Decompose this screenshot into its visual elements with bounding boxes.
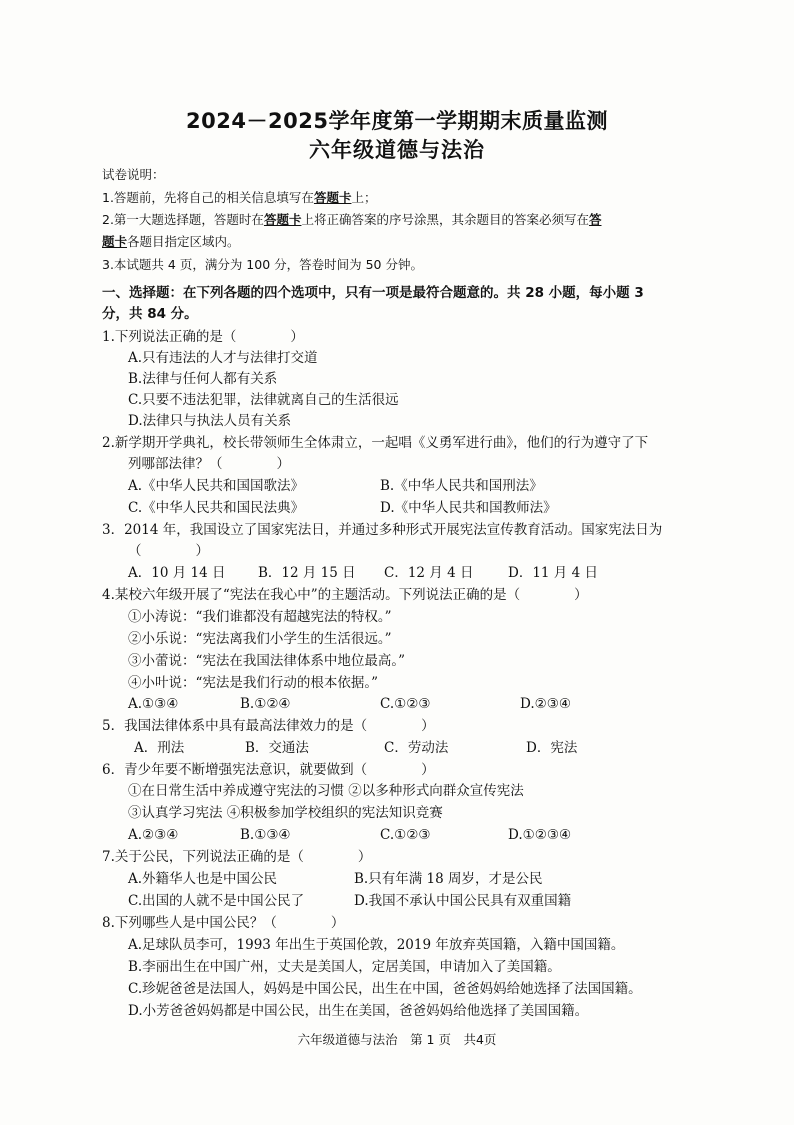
note-1-text-b: 上； — [351, 190, 377, 205]
question-8-option-c: C.珍妮爸爸是法国人，妈妈是中国公民，出生在中国，爸爸妈妈给她选择了法国国籍。 — [128, 981, 642, 997]
question-4-option-c: C.①②③ — [380, 696, 431, 712]
question-2: 2.新学期开学典礼，校长带领师生全体肃立，一起唱《义勇军进行曲》，他们的行为遵守了下 — [102, 435, 649, 451]
note-1-highlight: 答题卡 — [313, 190, 352, 205]
section-1-heading: 一、选择题：在下列各题的四个选项中，只有一项是最符合题意的。共 28 小题，每小题 3 — [102, 285, 644, 301]
exam-subject: 六年级道德与法治 — [309, 138, 485, 162]
exam-title: 2024－2025学年度第一学期期末质量监测 — [186, 109, 608, 133]
question-5-option-a: A．刑法 — [134, 740, 185, 756]
question-6: 6．青少年要不断增强宪法意识，就要做到（ ） — [102, 762, 435, 778]
question-1-option-b: B.法律与任何人都有关系 — [128, 371, 278, 387]
question-5-option-b: B．交通法 — [245, 740, 309, 756]
question-3-cont: （ ） — [128, 543, 209, 559]
note-2-highlight-2: 答 — [588, 212, 602, 227]
question-6-option-d: D.①②③④ — [508, 827, 572, 843]
question-2-option-a: A.《中华人民共和国国歌法》 — [128, 478, 305, 494]
page-footer: 六年级道德与法治 第 1 页 共4页 — [297, 1032, 497, 1047]
question-4-statement-1: ①小涛说：“我们谁都没有超越宪法的特权。” — [128, 609, 392, 625]
question-4-statement-3: ③小蕾说：“宪法在我国法律体系中地位最高。” — [128, 653, 406, 669]
question-1-option-d: D.法律只与执法人员有关系 — [128, 413, 292, 429]
section-1-heading-cont: 分，共 84 分。 — [102, 306, 198, 322]
question-1: 1.下列说法正确的是（ ） — [102, 329, 304, 345]
question-6-option-b: B.①③④ — [240, 827, 291, 843]
question-4-option-b: B.①②④ — [240, 696, 291, 712]
question-4-statement-2: ②小乐说：“宪法离我们小学生的生活很远。” — [128, 631, 392, 647]
note-2 — [102, 211, 601, 229]
question-7-option-c: C.出国的人就不是中国公民了 — [128, 893, 305, 909]
question-7-option-a: A.外籍华人也是中国公民 — [128, 871, 278, 887]
question-7-option-d: D.我国不承认中国公民具有双重国籍 — [354, 893, 572, 909]
question-3-option-a: A．10 月 14 日 — [128, 565, 226, 581]
question-5: 5．我国法律体系中具有最高法律效力的是（ ） — [102, 718, 435, 734]
question-6-statements-1: ①在日常生活中养成遵守宪法的习惯 ②以多种形式向群众宣传宪法 — [128, 783, 524, 799]
question-5-option-d: D．宪法 — [526, 740, 578, 756]
note-2-text-b: 上将正确答案的序号涂黑，其余题目的答案必须写在 — [301, 212, 589, 227]
question-8-option-b: B.李丽出生在中国广州，丈夫是美国人，定居美国，申请加入了美国籍。 — [128, 959, 561, 975]
question-3-option-d: D．11 月 4 日 — [508, 565, 598, 581]
question-4: 4.某校六年级开展了“宪法在我心中”的主题活动。下列说法正确的是（ ） — [102, 587, 588, 603]
question-2-option-b: B.《中华人民共和国刑法》 — [380, 478, 543, 494]
question-6-option-a: A.②③④ — [128, 827, 179, 843]
question-8-option-a: A.足球队员李可，1993 年出生于英国伦敦，2019 年放弃英国籍，入籍中国国籍。 — [128, 937, 625, 953]
note-2-cont — [102, 233, 240, 251]
question-3-option-c: C．12 月 4 日 — [384, 565, 474, 581]
question-2-option-d: D.《中华人民共和国教师法》 — [380, 500, 557, 516]
note-3: 3.本试题共 4 页，满分为 100 分，答卷时间为 50 分钟。 — [102, 257, 423, 272]
question-7: 7.关于公民，下列说法正确的是（ ） — [102, 849, 372, 865]
notes-label: 试卷说明： — [102, 167, 165, 182]
question-1-option-a: A.只有违法的人才与法律打交道 — [128, 350, 318, 366]
note-2-highlight-3: 题卡 — [102, 234, 128, 249]
question-4-statement-4: ④小叶说：“宪法是我们行动的根本依据。” — [128, 675, 379, 691]
question-4-option-d: D.②③④ — [520, 696, 571, 712]
question-3: 3．2014 年，我国设立了国家宪法日，并通过多种形式开展宪法宣传教育活动。国家宪法日为 — [102, 522, 663, 538]
question-7-option-b: B.只有年满 18 周岁，才是公民 — [354, 871, 543, 887]
note-1 — [102, 189, 376, 207]
question-6-statements-2: ③认真学习宪法 ④积极参加学校组织的宪法知识竞赛 — [128, 805, 443, 821]
question-2-cont: 列哪部法律？（ ） — [128, 456, 290, 472]
question-8-option-d: D.小芳爸爸妈妈都是中国公民，出生在美国，爸爸妈妈给他选择了美国国籍。 — [128, 1003, 589, 1019]
question-1-option-c: C.只要不违法犯罪，法律就离自己的生活很远 — [128, 392, 399, 408]
note-2-text-a: 2.第一大题选择题，答题时在 — [102, 212, 264, 227]
note-2-highlight: 答题卡 — [263, 212, 302, 227]
question-4-option-a: A.①③④ — [128, 696, 179, 712]
note-1-text-a: 1.答题前，先将自己的相关信息填写在 — [102, 190, 314, 205]
question-5-option-c: C．劳动法 — [384, 740, 449, 756]
question-2-option-c: C.《中华人民共和国民法典》 — [128, 500, 305, 516]
question-8: 8.下列哪些人是中国公民？（ ） — [102, 915, 345, 931]
note-2-text-c: 各题目指定区域内。 — [127, 234, 240, 249]
question-3-option-b: B．12 月 15 日 — [258, 565, 356, 581]
question-6-option-c: C.①②③ — [380, 827, 431, 843]
